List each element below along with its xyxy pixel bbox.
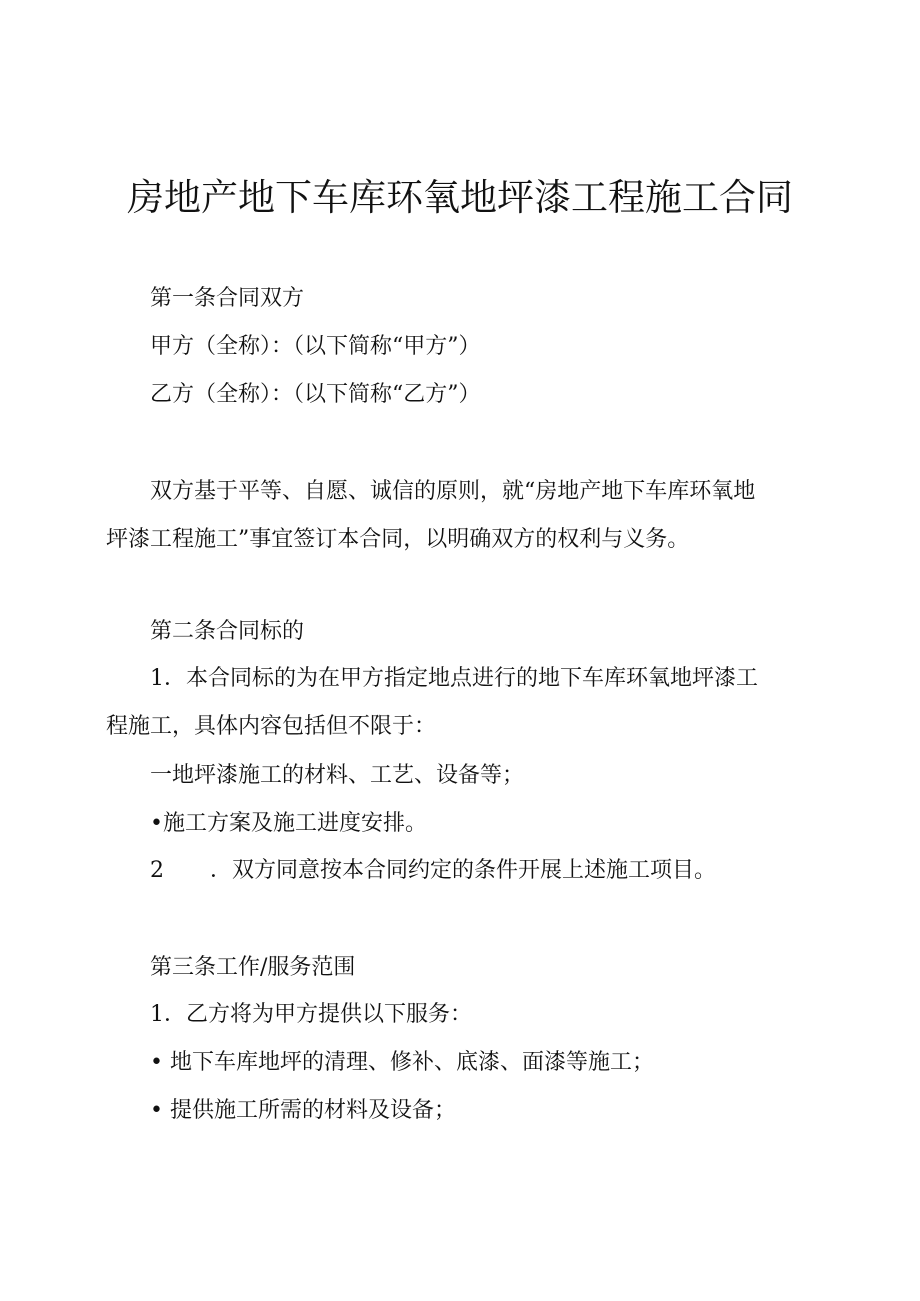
intro-line-1: 双方基于平等、自愿、诚信的原则，就“房地产地下车库环氧地: [150, 479, 756, 504]
article2-item1-line2: 程施工，具体内容包括但不限于：: [106, 714, 437, 739]
party-a-line: 甲方（全称）：（以下简称“甲方”）: [150, 334, 481, 359]
article2-heading: 第二条合同标的: [150, 619, 305, 644]
article3-heading: 第三条工作/服务范围: [150, 955, 356, 980]
document-title: 房地产地下车库环氧地坪漆工程施工合同: [127, 176, 793, 219]
article2-item2-text: ．双方同意按本合同约定的条件开展上述施工项目。: [210, 858, 717, 883]
intro-line-2: 坪漆工程施工”事宜签订本合同，以明确双方的权利与义务。: [106, 527, 690, 552]
article2-item2-number: 2: [150, 858, 164, 883]
article3-bullet-1: • 地下车库地坪的清理、修补、底漆、面漆等施工；: [150, 1050, 654, 1075]
article2-item2: [150, 856, 716, 886]
article3-bullet-2: • 提供施工所需的材料及设备；: [150, 1098, 456, 1123]
article2-sub-item-1: 一地坪漆施工的材料、工艺、设备等；: [150, 763, 525, 788]
article1-heading: 第一条合同双方: [150, 286, 305, 311]
article2-sub-item-2: •施工方案及施工进度安排。: [150, 811, 427, 836]
party-b-line: 乙方（全称）：（以下简称“乙方”）: [150, 382, 481, 407]
article3-item1: 1．乙方将为甲方提供以下服务：: [150, 1002, 472, 1027]
article2-item1-line1: 1．本合同标的为在甲方指定地点进行的地下车库环氧地坪漆工: [150, 666, 758, 691]
